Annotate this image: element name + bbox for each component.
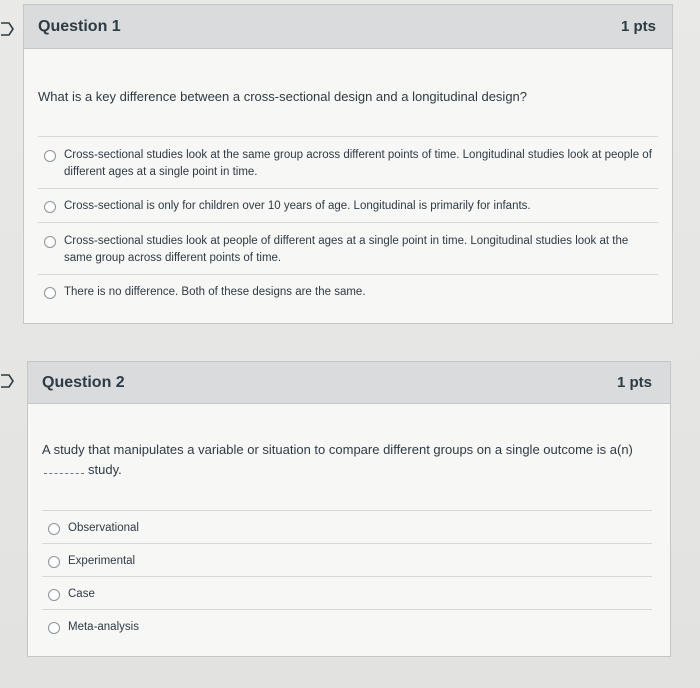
question-1-points: 1 pts (620, 18, 656, 35)
question-1-text: What is a key difference between a cross-sectional design and a longitudinal design? (38, 89, 528, 104)
answer-label: Meta-analysis (68, 621, 139, 633)
question-2-answers (42, 510, 652, 642)
radio-button[interactable] (44, 287, 56, 299)
answer-label: Cross-sectional is only for children over 10 years of age. Longitudinal is primarily for infants. (64, 200, 531, 212)
question-2-title: Question 2 (42, 373, 125, 391)
question-2-text-after-blank: study. (88, 462, 122, 477)
question-2-card (27, 361, 671, 657)
answer-option[interactable] (42, 576, 652, 609)
answer-option[interactable] (38, 222, 658, 274)
answer-label: Experimental (68, 555, 136, 567)
radio-button[interactable] (48, 589, 60, 601)
answer-label: Cross-sectional studies look at people of different ages at a single point in time. Longitudinal studies look at the same group across different points of time. (64, 235, 629, 264)
question-1-header (24, 5, 672, 49)
radio-button[interactable] (44, 150, 56, 162)
question-flag-icon[interactable] (0, 21, 14, 37)
answer-option[interactable] (38, 274, 658, 310)
answer-label: There is no difference. Both of these designs are the same. (64, 286, 366, 298)
answer-option[interactable] (42, 510, 652, 543)
question-1-title: Question 1 (38, 17, 121, 35)
question-1-card (23, 4, 673, 324)
question-2-header (28, 362, 670, 404)
question-2-text (42, 440, 652, 480)
radio-button[interactable] (44, 201, 56, 213)
question-1-answers (38, 136, 658, 310)
radio-button[interactable] (48, 622, 60, 634)
answer-label: Case (68, 588, 95, 600)
answer-option[interactable] (42, 543, 652, 576)
question-2-text-before-blank: A study that manipulates a variable or situation to compare different groups on a single outcome is a(n) (42, 442, 633, 457)
answer-label: Cross-sectional studies look at the same group across different points of time. Longitudinal studies look at people of different ages at a single point in time. (64, 149, 652, 178)
question-flag-icon[interactable] (0, 373, 14, 389)
radio-button[interactable] (48, 523, 60, 535)
fill-in-blank (44, 463, 84, 474)
answer-option[interactable] (38, 136, 658, 188)
answer-option[interactable] (38, 188, 658, 222)
radio-button[interactable] (44, 236, 56, 248)
question-2-points: 1 pts (616, 374, 652, 391)
radio-button[interactable] (48, 556, 60, 568)
answer-label: Observational (68, 522, 139, 534)
answer-option[interactable] (42, 609, 652, 642)
